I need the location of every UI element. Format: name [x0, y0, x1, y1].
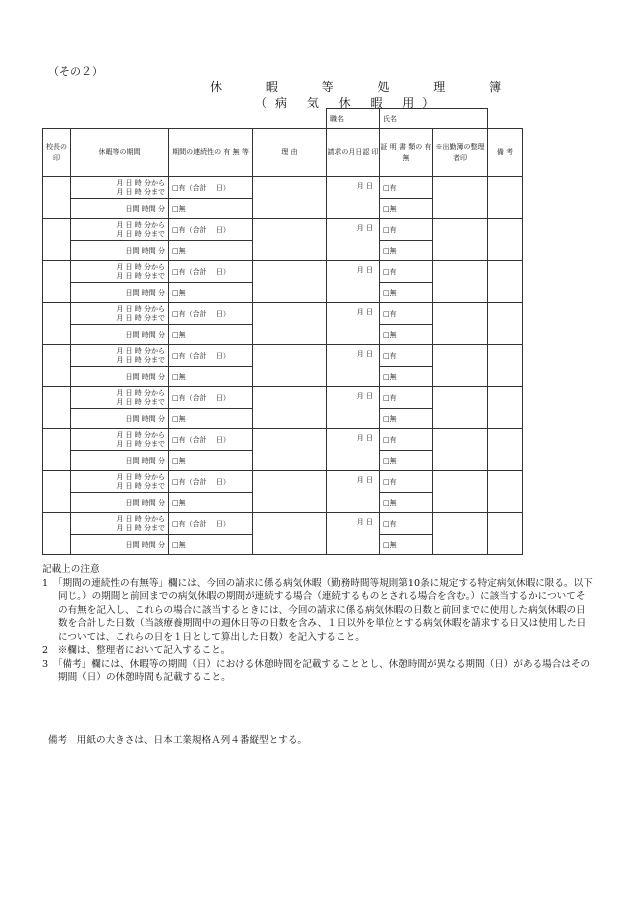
renzoku-ari[interactable]: □有（合計 日）: [169, 387, 253, 409]
table-row: [43, 345, 523, 367]
period-range[interactable]: 月 日 時 分から 月 日 時 分まで: [71, 177, 169, 199]
seiri-stamp-cell[interactable]: [433, 387, 488, 429]
col-seikyu-header: 請求の月日認 印: [327, 129, 380, 177]
certificate-ari[interactable]: □有: [380, 471, 433, 493]
reason-cell[interactable]: [253, 303, 327, 345]
biko-cell[interactable]: [488, 219, 523, 261]
reason-cell[interactable]: [253, 387, 327, 429]
renzoku-ari[interactable]: □有（合計 日）: [169, 303, 253, 325]
request-date[interactable]: 月 日: [327, 513, 380, 555]
request-date[interactable]: 月 日: [327, 261, 380, 303]
table-row: [43, 177, 523, 199]
period-duration[interactable]: 日間 時間 分: [71, 409, 169, 429]
renzoku-ari[interactable]: □有（合計 日）: [169, 261, 253, 283]
period-duration[interactable]: 日間 時間 分: [71, 367, 169, 387]
period-range[interactable]: 月 日 時 分から 月 日 時 分まで: [71, 513, 169, 535]
reason-cell[interactable]: [253, 219, 327, 261]
renzoku-nashi[interactable]: □無: [169, 241, 253, 261]
note-item-3: 3 「備考」欄には、休暇等の期間（日）における休憩時間を記載することとし、休憩時間が異なる期間（日）がある場合はその期間（日）の休憩時間も記載すること。: [42, 658, 591, 683]
kocho-stamp-cell[interactable]: [43, 429, 71, 471]
period-duration[interactable]: 日間 時間 分: [71, 325, 169, 345]
col-renzoku-header: 期間の連続性の 有 無 等: [169, 129, 253, 177]
request-date[interactable]: 月 日: [327, 471, 380, 513]
col-shomei-header: 証 明 書 類の 有 無: [380, 129, 433, 177]
certificate-ari[interactable]: □有: [380, 429, 433, 451]
table-row: [43, 387, 523, 409]
period-range[interactable]: 月 日 時 分から 月 日 時 分まで: [71, 387, 169, 409]
reason-cell[interactable]: [253, 177, 327, 219]
col-riyu-header: 理 由: [253, 129, 327, 177]
table-row: [43, 219, 523, 241]
kocho-stamp-cell[interactable]: [43, 303, 71, 345]
request-date[interactable]: 月 日: [327, 177, 380, 219]
kocho-stamp-cell[interactable]: [43, 387, 71, 429]
renzoku-ari[interactable]: □有（合計 日）: [169, 471, 253, 493]
col-seiri-header: ※出勤簿の整理者印: [433, 129, 488, 177]
certificate-nashi[interactable]: □無: [380, 367, 433, 387]
renzoku-nashi[interactable]: □無: [169, 535, 253, 555]
certificate-nashi[interactable]: □無: [380, 409, 433, 429]
reason-cell[interactable]: [253, 261, 327, 303]
certificate-nashi[interactable]: □無: [380, 493, 433, 513]
renzoku-nashi[interactable]: □無: [169, 283, 253, 303]
certificate-ari[interactable]: □有: [380, 177, 433, 199]
kocho-stamp-cell[interactable]: [43, 177, 71, 219]
request-date[interactable]: 月 日: [327, 429, 380, 471]
seiri-stamp-cell[interactable]: [433, 219, 488, 261]
table-row: [43, 261, 523, 283]
certificate-ari[interactable]: □有: [380, 345, 433, 367]
leave-record-table: [42, 108, 523, 555]
form-title: 休 暇 等 処 理 簿: [210, 80, 522, 94]
col-kikan-header: 休暇等の期間: [71, 129, 169, 177]
period-range[interactable]: 月 日 時 分から 月 日 時 分まで: [71, 261, 169, 283]
table-row: [43, 303, 523, 325]
table-row: [43, 429, 523, 451]
form-subtitle: （病 気 休 暇 用）: [255, 96, 443, 110]
period-range[interactable]: 月 日 時 分から 月 日 時 分まで: [71, 471, 169, 493]
renzoku-nashi[interactable]: □無: [169, 199, 253, 219]
certificate-nashi[interactable]: □無: [380, 451, 433, 471]
request-date[interactable]: 月 日: [327, 303, 380, 345]
reason-cell[interactable]: [253, 345, 327, 387]
certificate-ari[interactable]: □有: [380, 387, 433, 409]
kocho-stamp-cell[interactable]: [43, 219, 71, 261]
biko-cell[interactable]: [488, 345, 523, 387]
biko-note: 備考 用紙の大きさは、日本工業規格Ａ列４番縦型とする。: [48, 735, 308, 746]
certificate-nashi[interactable]: □無: [380, 199, 433, 219]
biko-cell[interactable]: [488, 471, 523, 513]
request-date[interactable]: 月 日: [327, 387, 380, 429]
notes-section: [42, 563, 594, 685]
table-row: [43, 471, 523, 493]
request-date[interactable]: 月 日: [327, 219, 380, 261]
seiri-stamp-cell[interactable]: [433, 471, 488, 513]
renzoku-ari[interactable]: □有（合計 日）: [169, 177, 253, 199]
reason-cell[interactable]: [253, 429, 327, 471]
certificate-nashi[interactable]: □無: [380, 535, 433, 555]
period-range[interactable]: 月 日 時 分から 月 日 時 分まで: [71, 303, 169, 325]
certificate-ari[interactable]: □有: [380, 303, 433, 325]
table-row: [43, 513, 523, 535]
renzoku-ari[interactable]: □有（合計 日）: [169, 513, 253, 535]
biko-cell[interactable]: [488, 513, 523, 555]
renzoku-nashi[interactable]: □無: [169, 409, 253, 429]
renzoku-nashi[interactable]: □無: [169, 325, 253, 345]
renzoku-ari[interactable]: □有（合計 日）: [169, 429, 253, 451]
sono-label: （その２）: [48, 65, 103, 78]
shimei-label: 氏名: [380, 109, 488, 129]
period-duration[interactable]: 日間 時間 分: [71, 535, 169, 555]
seiri-stamp-cell[interactable]: [433, 429, 488, 471]
kocho-stamp-cell[interactable]: [43, 471, 71, 513]
period-duration[interactable]: 日間 時間 分: [71, 451, 169, 471]
period-duration[interactable]: 日間 時間 分: [71, 199, 169, 219]
certificate-ari[interactable]: □有: [380, 513, 433, 535]
seiri-stamp-cell[interactable]: [433, 513, 488, 555]
period-duration[interactable]: 日間 時間 分: [71, 241, 169, 261]
certificate-nashi[interactable]: □無: [380, 325, 433, 345]
kocho-stamp-cell[interactable]: [43, 345, 71, 387]
renzoku-ari[interactable]: □有（合計 日）: [169, 345, 253, 367]
certificate-nashi[interactable]: □無: [380, 241, 433, 261]
biko-cell[interactable]: [488, 303, 523, 345]
period-range[interactable]: 月 日 時 分から 月 日 時 分まで: [71, 345, 169, 367]
reason-cell[interactable]: [253, 471, 327, 513]
shokumei-label: 職名: [327, 109, 380, 129]
seiri-stamp-cell[interactable]: [433, 261, 488, 303]
reason-cell[interactable]: [253, 513, 327, 555]
certificate-ari[interactable]: □有: [380, 261, 433, 283]
note-item-1: 1 「期間の連続性の有無等」欄には、今回の請求に係る病気休暇（勤務時間等規則第10条に規定する特定病気休暇に限る。以下同じ。）の期間と前回までの病気休暇の期間が連続する場合（連続するものとされる場合を含む。）に該当するかについてその有無を記入し、これらの場合に該当するときには、今回の請求に係る病気休暇の日数と前回までに使用した病気休暇の日数を合計した日数（当該療養期間中の週休日等の日数を含み、１日以外を単位とする病気休暇を請求する日又は使用した日については、これらの日を１日として算出した日数）を記入すること。: [42, 577, 593, 643]
renzoku-nashi[interactable]: □無: [169, 451, 253, 471]
biko-cell[interactable]: [488, 387, 523, 429]
biko-cell[interactable]: [488, 261, 523, 303]
biko-cell[interactable]: [488, 177, 523, 219]
period-range[interactable]: 月 日 時 分から 月 日 時 分まで: [71, 219, 169, 241]
certificate-nashi[interactable]: □無: [380, 283, 433, 303]
period-duration[interactable]: 日間 時間 分: [71, 493, 169, 513]
period-duration[interactable]: 日間 時間 分: [71, 283, 169, 303]
period-range[interactable]: 月 日 時 分から 月 日 時 分まで: [71, 429, 169, 451]
renzoku-nashi[interactable]: □無: [169, 367, 253, 387]
notes-heading: 記載上の注意: [42, 564, 100, 575]
col-biko-header: 備 考: [488, 129, 523, 177]
note-item-2: 2 ※欄は、整理者において記入すること。: [42, 645, 231, 656]
seiri-stamp-cell[interactable]: [433, 177, 488, 219]
request-date[interactable]: 月 日: [327, 345, 380, 387]
kocho-stamp-cell[interactable]: [43, 261, 71, 303]
seiri-stamp-cell[interactable]: [433, 303, 488, 345]
biko-cell[interactable]: [488, 429, 523, 471]
certificate-ari[interactable]: □有: [380, 219, 433, 241]
renzoku-nashi[interactable]: □無: [169, 493, 253, 513]
col-kocho-header: 校長の印: [43, 129, 71, 177]
renzoku-ari[interactable]: □有（合計 日）: [169, 219, 253, 241]
kocho-stamp-cell[interactable]: [43, 513, 71, 555]
seiri-stamp-cell[interactable]: [433, 345, 488, 387]
